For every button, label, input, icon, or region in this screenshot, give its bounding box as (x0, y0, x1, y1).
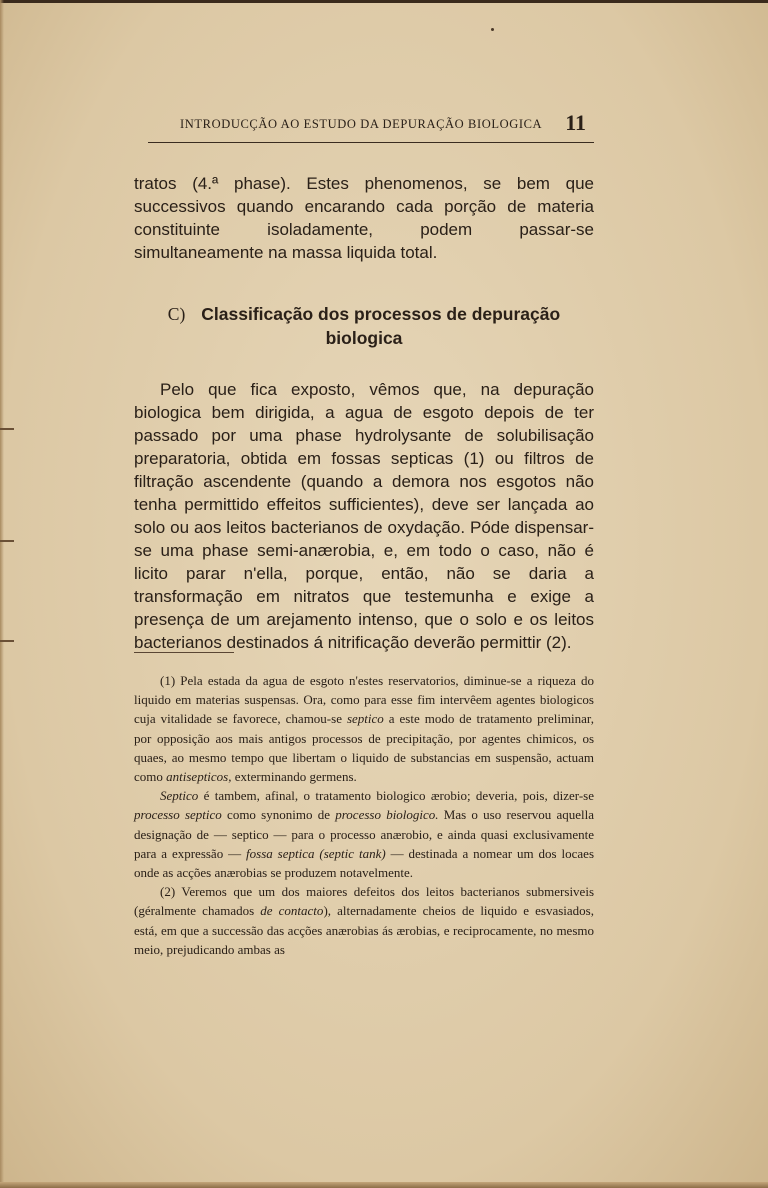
paragraph-main: Pelo que fica exposto, vêmos que, na depuração biologica bem dirigida, a agua de esgoto depois de ter passado por uma phase hydrolysante de solubilisação preparatoria, obtida em fossas septicas (1) ou filtros de filtração ascendente (quando a demora nos esgotos não tenha permittido effeitos sufficientes), deve ser lançada ao solo ou aos leitos bacterianos de oxydação. Póde dispensar-se uma phase semi-anærobia, e, em todo o caso, não é licito parar n'ella, porque, então, não se daria a transformação em nitratos que testemunha e exige a presença de um arejamento intenso, que o solo e os leitos bacterianos destinados á nitrificação deverão permittir (2). (134, 380, 594, 652)
footnote-italic: processo septico (134, 807, 222, 823)
section-label: C) (167, 304, 186, 324)
margin-mark (0, 540, 14, 542)
running-title: INTRODUCÇÃO AO ESTUDO DA DEPURAÇÃO BIOLOGICA (180, 117, 543, 131)
footnote-text: Mas o uso reservou aquella designação de — septico — para o processo anærobio, e ainda quasi exclusivamente para a expressão — (134, 807, 595, 861)
footnote-text: ), alternadamente cheios de liquido e esvasiados, está, em que a successão das acções anærobias ás ærobias, e reciprocamente, no mesmo meio, prejudicando ambas as (134, 903, 594, 957)
page-number: 11 (565, 110, 586, 135)
footnote-italic: septico (346, 711, 384, 727)
section-title-part-2: biologica (325, 328, 403, 348)
footnote-text: exterminando germens. (231, 769, 357, 785)
footnote-text: a este modo de tratamento preliminar, por opposição aos mais antigos processos de precipitação, por agentes chimicos, os quaes, ao mesmo tempo que libertam o liquido de substancias em suspensão, actuam como (134, 711, 594, 785)
footnote-italic: processo biologico. (335, 807, 439, 823)
speck (491, 28, 494, 31)
running-header (148, 112, 594, 143)
footnote-1 (134, 671, 594, 786)
footnote-1-continued (134, 786, 594, 882)
footnote-italic: fossa septica (septic tank) (246, 845, 386, 861)
footnote-separator (134, 652, 234, 653)
page-bottom-edge (0, 1182, 768, 1188)
page-top-edge (0, 0, 768, 3)
section-heading-line-1 (134, 302, 594, 326)
footnote-text: como synonimo de (221, 807, 336, 823)
footnote-text: (1) Pela estada da agua de esgoto n'estes reservatorios, diminue-se a riqueza do liquido em materias suspensas. Ora, como para esse fim intervêem agentes biologicos cuja vitalidade se favorece, chamou-se (134, 673, 594, 727)
footnote-italic: de contacto (260, 903, 324, 919)
footnote-text: — destinada a nomear um dos locaes onde as acções anærobias se produzem notavelmente. (134, 845, 595, 881)
margin-mark (0, 640, 14, 642)
section-heading (134, 302, 594, 350)
footnote-text: (2) Veremos que um dos maiores defeitos dos leitos bacterianos submersiveis (géralmente chamados (134, 884, 594, 919)
page-left-edge (0, 0, 4, 1188)
footnote-text: é tambem, afinal, o tratamento biologico ærobio; deveria, pois, dizer-se (198, 788, 594, 804)
footnotes (134, 671, 594, 959)
footnote-2 (134, 882, 594, 959)
margin-mark (0, 428, 14, 430)
paragraph-continuation: tratos (4.ª phase). Estes phenomenos, se bem que successivos quando encarando cada porção de materia constituinte isoladamente, podem passar-se simultaneamente na massa liquida total. (134, 174, 594, 262)
footnote-italic: antisepticos, (166, 769, 232, 785)
footnote-italic: Septico (160, 788, 199, 804)
section-title-part-1: Classificação dos processos de depuração (201, 304, 561, 324)
